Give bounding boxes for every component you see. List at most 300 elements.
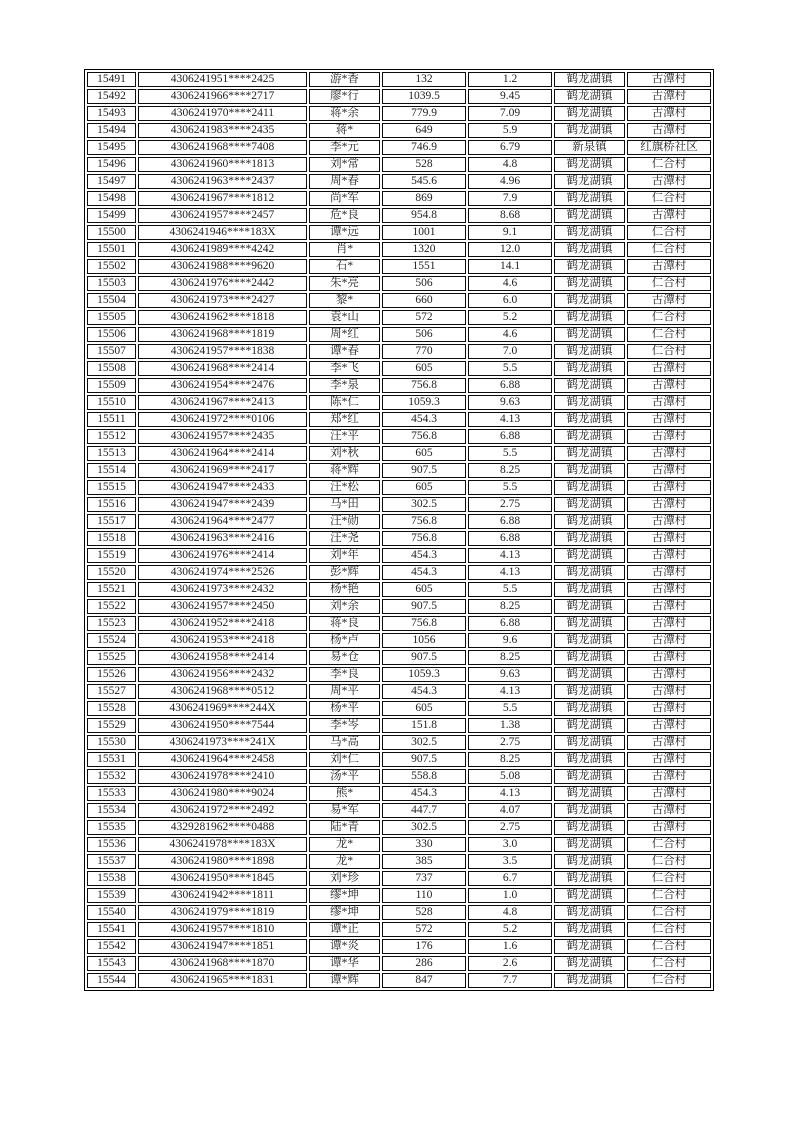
row-number: 15544 <box>87 973 136 988</box>
village-name: 古潭村 <box>627 548 711 563</box>
town-name: 鹤龙湖镇 <box>554 820 625 835</box>
town-name: 鹤龙湖镇 <box>554 242 625 257</box>
table-row <box>87 531 711 546</box>
area-value: 6.7 <box>468 871 552 886</box>
town-name: 鹤龙湖镇 <box>554 208 625 223</box>
area-value: 12.0 <box>468 242 552 257</box>
id-number-masked: 4306241950****1845 <box>138 871 307 886</box>
village-name: 古潭村 <box>627 208 711 223</box>
town-name: 鹤龙湖镇 <box>554 939 625 954</box>
subsidy-amount: 660 <box>382 293 466 308</box>
id-number-masked: 4306241963****2437 <box>138 174 307 189</box>
area-value: 3.5 <box>468 854 552 869</box>
id-number-masked: 4306241964****2414 <box>138 446 307 461</box>
name-masked: 陆*青 <box>309 820 380 835</box>
id-number-masked: 4306241980****1898 <box>138 854 307 869</box>
table-row <box>87 157 711 172</box>
id-number-masked: 4306241968****1819 <box>138 327 307 342</box>
id-number-masked: 4306241976****2414 <box>138 548 307 563</box>
area-value: 8.68 <box>468 208 552 223</box>
id-number-masked: 4306241960****1813 <box>138 157 307 172</box>
subsidy-amount: 756.8 <box>382 514 466 529</box>
table-row <box>87 684 711 699</box>
area-value: 6.79 <box>468 140 552 155</box>
village-name: 古潭村 <box>627 786 711 801</box>
area-value: 8.25 <box>468 599 552 614</box>
subsidy-amount: 528 <box>382 905 466 920</box>
subsidy-amount: 770 <box>382 344 466 359</box>
village-name: 仁合村 <box>627 310 711 325</box>
name-masked: 谭*辉 <box>309 973 380 988</box>
village-name: 红旗桥社区 <box>627 140 711 155</box>
subsidy-amount: 454.3 <box>382 565 466 580</box>
area-value: 4.13 <box>468 786 552 801</box>
subsidy-amount: 572 <box>382 310 466 325</box>
id-number-masked: 4306241957****2457 <box>138 208 307 223</box>
row-number: 15528 <box>87 701 136 716</box>
table-row <box>87 480 711 495</box>
area-value: 5.5 <box>468 446 552 461</box>
table-row <box>87 378 711 393</box>
id-number-masked: 4306241963****2416 <box>138 531 307 546</box>
roster-table <box>84 69 714 991</box>
subsidy-amount: 907.5 <box>382 599 466 614</box>
row-number: 15514 <box>87 463 136 478</box>
village-name: 古潭村 <box>627 616 711 631</box>
subsidy-amount: 454.3 <box>382 548 466 563</box>
name-masked: 马*田 <box>309 497 380 512</box>
village-name: 古潭村 <box>627 514 711 529</box>
subsidy-amount: 605 <box>382 480 466 495</box>
town-name: 鹤龙湖镇 <box>554 684 625 699</box>
subsidy-amount: 605 <box>382 701 466 716</box>
row-number: 15504 <box>87 293 136 308</box>
table-row <box>87 497 711 512</box>
row-number: 15530 <box>87 735 136 750</box>
subsidy-amount: 954.8 <box>382 208 466 223</box>
row-number: 15506 <box>87 327 136 342</box>
id-number-masked: 4306241947****2439 <box>138 497 307 512</box>
area-value: 1.0 <box>468 888 552 903</box>
village-name: 古潭村 <box>627 667 711 682</box>
table-row <box>87 769 711 784</box>
town-name: 鹤龙湖镇 <box>554 871 625 886</box>
subsidy-amount: 847 <box>382 973 466 988</box>
id-number-masked: 4306241968****1870 <box>138 956 307 971</box>
area-value: 2.75 <box>468 735 552 750</box>
name-masked: 谭*春 <box>309 344 380 359</box>
name-masked: 龙* <box>309 854 380 869</box>
town-name: 鹤龙湖镇 <box>554 718 625 733</box>
row-number: 15538 <box>87 871 136 886</box>
id-number-masked: 4306241957****2435 <box>138 429 307 444</box>
subsidy-amount: 756.8 <box>382 429 466 444</box>
row-number: 15515 <box>87 480 136 495</box>
table-row <box>87 650 711 665</box>
id-number-masked: 4306241974****2526 <box>138 565 307 580</box>
town-name: 鹤龙湖镇 <box>554 174 625 189</box>
town-name: 鹤龙湖镇 <box>554 599 625 614</box>
subsidy-amount: 1059.3 <box>382 667 466 682</box>
table-row <box>87 174 711 189</box>
village-name: 仁合村 <box>627 225 711 240</box>
name-masked: 刘*常 <box>309 157 380 172</box>
village-name: 古潭村 <box>627 684 711 699</box>
town-name: 鹤龙湖镇 <box>554 565 625 580</box>
village-name: 仁合村 <box>627 344 711 359</box>
village-name: 仁合村 <box>627 939 711 954</box>
area-value: 7.9 <box>468 191 552 206</box>
subsidy-amount: 151.8 <box>382 718 466 733</box>
village-name: 古潭村 <box>627 497 711 512</box>
village-name: 古潭村 <box>627 123 711 138</box>
table-row <box>87 242 711 257</box>
row-number: 15505 <box>87 310 136 325</box>
village-name: 仁合村 <box>627 327 711 342</box>
name-masked: 刘*年 <box>309 548 380 563</box>
town-name: 鹤龙湖镇 <box>554 327 625 342</box>
name-masked: 周*平 <box>309 684 380 699</box>
subsidy-amount: 385 <box>382 854 466 869</box>
name-masked: 袁*山 <box>309 310 380 325</box>
town-name: 鹤龙湖镇 <box>554 701 625 716</box>
id-number-masked: 4306241957****2450 <box>138 599 307 614</box>
name-masked: 廖*行 <box>309 89 380 104</box>
id-number-masked: 4306241956****2432 <box>138 667 307 682</box>
town-name: 鹤龙湖镇 <box>554 378 625 393</box>
subsidy-amount: 330 <box>382 837 466 852</box>
area-value: 14.1 <box>468 259 552 274</box>
name-masked: 谭*华 <box>309 956 380 971</box>
id-number-masked: 4306241951****2425 <box>138 72 307 87</box>
village-name: 古潭村 <box>627 565 711 580</box>
name-masked: 朱*亮 <box>309 276 380 291</box>
area-value: 6.88 <box>468 531 552 546</box>
area-value: 7.09 <box>468 106 552 121</box>
subsidy-amount: 528 <box>382 157 466 172</box>
name-masked: 李*飞 <box>309 361 380 376</box>
name-masked: 谭*炎 <box>309 939 380 954</box>
town-name: 鹤龙湖镇 <box>554 854 625 869</box>
area-value: 4.13 <box>468 684 552 699</box>
id-number-masked: 4306241980****9024 <box>138 786 307 801</box>
name-masked: 杨*平 <box>309 701 380 716</box>
village-name: 仁合村 <box>627 922 711 937</box>
name-masked: 周*春 <box>309 174 380 189</box>
subsidy-amount: 302.5 <box>382 497 466 512</box>
name-masked: 蒋*余 <box>309 106 380 121</box>
area-value: 5.08 <box>468 769 552 784</box>
area-value: 2.6 <box>468 956 552 971</box>
row-number: 15492 <box>87 89 136 104</box>
row-number: 15529 <box>87 718 136 733</box>
village-name: 古潭村 <box>627 769 711 784</box>
area-value: 5.2 <box>468 310 552 325</box>
id-number-masked: 4306241969****244X <box>138 701 307 716</box>
id-number-masked: 4306241947****2433 <box>138 480 307 495</box>
village-name: 仁合村 <box>627 905 711 920</box>
row-number: 15526 <box>87 667 136 682</box>
table-row <box>87 106 711 121</box>
table-row <box>87 191 711 206</box>
table-row <box>87 89 711 104</box>
subsidy-amount: 1059.3 <box>382 395 466 410</box>
town-name: 鹤龙湖镇 <box>554 225 625 240</box>
table-row <box>87 208 711 223</box>
name-masked: 缪*坤 <box>309 905 380 920</box>
name-masked: 汪*尧 <box>309 531 380 546</box>
table-row <box>87 820 711 835</box>
table-row <box>87 140 711 155</box>
subsidy-amount: 545.6 <box>382 174 466 189</box>
id-number-masked: 4306241973****241X <box>138 735 307 750</box>
row-number: 15541 <box>87 922 136 937</box>
area-value: 6.0 <box>468 293 552 308</box>
table-row <box>87 718 711 733</box>
id-number-masked: 4306241972****2492 <box>138 803 307 818</box>
row-number: 15542 <box>87 939 136 954</box>
row-number: 15509 <box>87 378 136 393</box>
area-value: 4.13 <box>468 412 552 427</box>
town-name: 鹤龙湖镇 <box>554 582 625 597</box>
village-name: 古潭村 <box>627 259 711 274</box>
subsidy-amount: 1551 <box>382 259 466 274</box>
subsidy-amount: 907.5 <box>382 650 466 665</box>
town-name: 鹤龙湖镇 <box>554 633 625 648</box>
row-number: 15512 <box>87 429 136 444</box>
table-row <box>87 956 711 971</box>
id-number-masked: 4306241973****2432 <box>138 582 307 597</box>
village-name: 古潭村 <box>627 480 711 495</box>
subsidy-amount: 756.8 <box>382 616 466 631</box>
table-row <box>87 310 711 325</box>
village-name: 古潭村 <box>627 803 711 818</box>
table-row <box>87 752 711 767</box>
id-number-masked: 4306241964****2458 <box>138 752 307 767</box>
name-masked: 李*泉 <box>309 378 380 393</box>
row-number: 15519 <box>87 548 136 563</box>
name-masked: 汪*勋 <box>309 514 380 529</box>
subsidy-amount: 1320 <box>382 242 466 257</box>
table-row <box>87 429 711 444</box>
id-number-masked: 4306241966****2717 <box>138 89 307 104</box>
id-number-masked: 4306241968****0512 <box>138 684 307 699</box>
village-name: 古潭村 <box>627 174 711 189</box>
table-row <box>87 837 711 852</box>
subsidy-amount: 756.8 <box>382 531 466 546</box>
subsidy-amount: 558.8 <box>382 769 466 784</box>
village-name: 古潭村 <box>627 820 711 835</box>
id-number-masked: 4306241967****2413 <box>138 395 307 410</box>
id-number-masked: 4306241954****2476 <box>138 378 307 393</box>
row-number: 15499 <box>87 208 136 223</box>
table-row <box>87 599 711 614</box>
village-name: 古潭村 <box>627 106 711 121</box>
table-row <box>87 463 711 478</box>
area-value: 4.96 <box>468 174 552 189</box>
row-number: 15533 <box>87 786 136 801</box>
subsidy-amount: 176 <box>382 939 466 954</box>
subsidy-amount: 454.3 <box>382 684 466 699</box>
table-row <box>87 803 711 818</box>
area-value: 1.6 <box>468 939 552 954</box>
row-number: 15508 <box>87 361 136 376</box>
area-value: 9.6 <box>468 633 552 648</box>
area-value: 4.07 <box>468 803 552 818</box>
table-row <box>87 854 711 869</box>
name-masked: 马*高 <box>309 735 380 750</box>
village-name: 古潭村 <box>627 378 711 393</box>
name-masked: 易*军 <box>309 803 380 818</box>
town-name: 鹤龙湖镇 <box>554 361 625 376</box>
id-number-masked: 4306241983****2435 <box>138 123 307 138</box>
village-name: 古潭村 <box>627 582 711 597</box>
name-masked: 杨*卢 <box>309 633 380 648</box>
town-name: 鹤龙湖镇 <box>554 412 625 427</box>
village-name: 古潭村 <box>627 599 711 614</box>
id-number-masked: 4306241968****2414 <box>138 361 307 376</box>
area-value: 6.88 <box>468 378 552 393</box>
row-number: 15493 <box>87 106 136 121</box>
name-masked: 龙* <box>309 837 380 852</box>
id-number-masked: 4306241965****1831 <box>138 973 307 988</box>
area-value: 4.13 <box>468 548 552 563</box>
id-number-masked: 4306241957****1810 <box>138 922 307 937</box>
village-name: 古潭村 <box>627 463 711 478</box>
town-name: 鹤龙湖镇 <box>554 344 625 359</box>
area-value: 9.1 <box>468 225 552 240</box>
name-masked: 杨*艳 <box>309 582 380 597</box>
table-row <box>87 72 711 87</box>
name-masked: 刘*秋 <box>309 446 380 461</box>
town-name: 鹤龙湖镇 <box>554 837 625 852</box>
area-value: 5.5 <box>468 361 552 376</box>
area-value: 6.88 <box>468 514 552 529</box>
table-row <box>87 888 711 903</box>
row-number: 15507 <box>87 344 136 359</box>
town-name: 鹤龙湖镇 <box>554 752 625 767</box>
subsidy-amount: 506 <box>382 276 466 291</box>
village-name: 仁合村 <box>627 191 711 206</box>
row-number: 15537 <box>87 854 136 869</box>
row-number: 15496 <box>87 157 136 172</box>
area-value: 9.63 <box>468 667 552 682</box>
area-value: 6.88 <box>468 616 552 631</box>
subsidy-amount: 506 <box>382 327 466 342</box>
area-value: 9.45 <box>468 89 552 104</box>
row-number: 15527 <box>87 684 136 699</box>
row-number: 15510 <box>87 395 136 410</box>
name-masked: 肖* <box>309 242 380 257</box>
area-value: 5.5 <box>468 582 552 597</box>
id-number-masked: 4306241988****9620 <box>138 259 307 274</box>
subsidy-amount: 605 <box>382 582 466 597</box>
area-value: 8.25 <box>468 752 552 767</box>
town-name: 鹤龙湖镇 <box>554 531 625 546</box>
subsidy-amount: 132 <box>382 72 466 87</box>
name-masked: 郑*红 <box>309 412 380 427</box>
row-number: 15517 <box>87 514 136 529</box>
row-number: 15531 <box>87 752 136 767</box>
table-row <box>87 786 711 801</box>
id-number-masked: 4306241953****2418 <box>138 633 307 648</box>
village-name: 古潭村 <box>627 429 711 444</box>
area-value: 5.5 <box>468 480 552 495</box>
table-row <box>87 548 711 563</box>
village-name: 古潭村 <box>627 650 711 665</box>
row-number: 15503 <box>87 276 136 291</box>
area-value: 4.13 <box>468 565 552 580</box>
name-masked: 刘*仁 <box>309 752 380 767</box>
village-name: 古潭村 <box>627 701 711 716</box>
row-number: 15521 <box>87 582 136 597</box>
id-number-masked: 4306241970****2411 <box>138 106 307 121</box>
village-name: 古潭村 <box>627 718 711 733</box>
table-row <box>87 225 711 240</box>
town-name: 鹤龙湖镇 <box>554 786 625 801</box>
name-masked: 汪*平 <box>309 429 380 444</box>
table-row <box>87 973 711 988</box>
subsidy-amount: 746.9 <box>382 140 466 155</box>
town-name: 鹤龙湖镇 <box>554 667 625 682</box>
row-number: 15536 <box>87 837 136 852</box>
town-name: 鹤龙湖镇 <box>554 123 625 138</box>
area-value: 8.25 <box>468 650 552 665</box>
town-name: 鹤龙湖镇 <box>554 429 625 444</box>
town-name: 鹤龙湖镇 <box>554 276 625 291</box>
name-masked: 刘*珍 <box>309 871 380 886</box>
id-number-masked: 4306241962****1818 <box>138 310 307 325</box>
row-number: 15511 <box>87 412 136 427</box>
village-name: 古潭村 <box>627 361 711 376</box>
id-number-masked: 4306241946****183X <box>138 225 307 240</box>
area-value: 9.63 <box>468 395 552 410</box>
row-number: 15540 <box>87 905 136 920</box>
name-masked: 汪*松 <box>309 480 380 495</box>
town-name: 鹤龙湖镇 <box>554 497 625 512</box>
name-masked: 彭*辉 <box>309 565 380 580</box>
village-name: 仁合村 <box>627 871 711 886</box>
row-number: 15513 <box>87 446 136 461</box>
village-name: 古潭村 <box>627 72 711 87</box>
village-name: 仁合村 <box>627 854 711 869</box>
village-name: 古潭村 <box>627 735 711 750</box>
subsidy-amount: 1039.5 <box>382 89 466 104</box>
area-value: 4.8 <box>468 905 552 920</box>
name-masked: 谭*远 <box>309 225 380 240</box>
name-masked: 李*元 <box>309 140 380 155</box>
id-number-masked: 4306241978****2410 <box>138 769 307 784</box>
subsidy-amount: 302.5 <box>382 820 466 835</box>
id-number-masked: 4329281962****0488 <box>138 820 307 835</box>
subsidy-amount: 649 <box>382 123 466 138</box>
id-number-masked: 4306241964****2477 <box>138 514 307 529</box>
name-masked: 易*仓 <box>309 650 380 665</box>
table-row <box>87 871 711 886</box>
village-name: 仁合村 <box>627 242 711 257</box>
name-masked: 汤*平 <box>309 769 380 784</box>
id-number-masked: 4306241958****2414 <box>138 650 307 665</box>
row-number: 15535 <box>87 820 136 835</box>
id-number-masked: 4306241972****0106 <box>138 412 307 427</box>
village-name: 仁合村 <box>627 157 711 172</box>
id-number-masked: 4306241957****1838 <box>138 344 307 359</box>
id-number-masked: 4306241942****1811 <box>138 888 307 903</box>
id-number-masked: 4306241973****2427 <box>138 293 307 308</box>
row-number: 15497 <box>87 174 136 189</box>
town-name: 鹤龙湖镇 <box>554 650 625 665</box>
town-name: 鹤龙湖镇 <box>554 548 625 563</box>
